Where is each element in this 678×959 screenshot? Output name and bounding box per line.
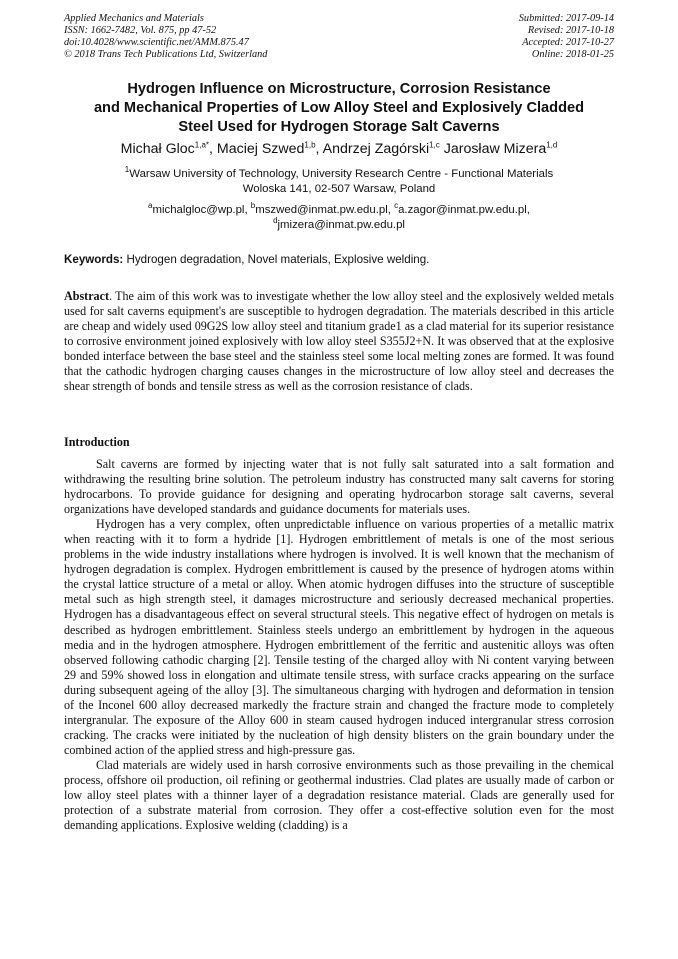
abstract-text: . The aim of this work was to investigate whether the low alloy steel and the explosively welded metals used for salt caverns equipment's are susceptible to hydrogen degradation. The materials described in this article are cheap and widely used 09G2S low alloy steel and titanium grade1 as a clad material for its superior resistance to corrosive environment joined explosively with low alloy steel S355J2+N. It was observed that at the explosive bonded interface between the base steel and the stainless steel some local melting zones are formed. It was found that the cathodic hydrogen charging causes changes in the microstructure of low alloy steel and decreases the shear strength of bonds and tensile stress as well as the corrosion resistance of clads.	[64, 289, 614, 394]
journal-name: Applied Mechanics and Materials	[64, 13, 204, 24]
abstract-label: Abstract	[64, 289, 110, 303]
date-accepted: Accepted: 2017-10-27	[522, 37, 614, 48]
author-affiliation-mark: 1,b	[304, 140, 316, 150]
journal-issn: ISSN: 1662-7482, Vol. 875, pp 47-52	[64, 25, 217, 36]
author-name: Jarosław Mizera	[443, 141, 547, 157]
email-mark: b	[250, 201, 256, 211]
paper-title	[40, 80, 638, 137]
keywords-text: Hydrogen degradation, Novel materials, Explosive welding.	[123, 253, 430, 266]
email-link[interactable]: a.zagor@inmat.pw.edu.pl,	[398, 204, 530, 216]
author-name: Maciej Szwed	[216, 141, 305, 157]
date-revised: Revised: 2017-10-18	[527, 25, 614, 36]
keywords	[64, 253, 624, 267]
author-affiliation-mark: 1,c	[429, 140, 440, 150]
section-heading-introduction: Introduction	[64, 435, 130, 449]
journal-doi[interactable]: doi:10.4028/www.scientific.net/AMM.875.47	[64, 37, 249, 48]
paragraph: Hydrogen has a very complex, often unpredictable influence on various properties of a metallic matrix when reacting with it to form a hydride [1]. Hydrogen embrittlement of metals is one of the most serious problems in the wide industry installations where hydrogen is involved. It is well known that the mechanism of hydrogen degradation is complex. Hydrogen embrittlement is caused by the presence of hydrogen atoms within the crystal lattice structure of a metal or alloy. When atomic hydrogen diffuses into the structure of susceptible metal such as high strength steel, it damages microstructure and seriously decreased mechanical properties. Hydrogen has a disadvantageous effect on several structural steels. This negative effect of hydrogen on metals is described as hydrogen embrittlement. Stainless steels undergo an embrittlement by hydrogen in the aqueous media and in the hydrogen atmosphere. Hydrogen embrittlement of the ferritic and austenitic alloys was often observed following cathodic charging [2]. Tensile testing of the charged alloy with Ni content varying between 29 and 59% showed loss in elongation and ultimate tensile stress, with surface cracks appearing on the surface during subsequent ageing of the alloy [3]. The simultaneous charging with hydrogen and deformation in tension of the Inconel 600 alloy decreased markedly the fracture strain and changed the fracture mode to completely intergranular. The exposure of the Alloy 600 in steam caused hydrogen induced intergranular stress corrosion cracking. The cracks were initiated by the nucleation of high density blisters on the grain boundary under the combined action of the applied stress and high-pressure gas.	[64, 517, 614, 757]
submission-dates	[519, 13, 614, 61]
journal-info	[64, 13, 267, 61]
keywords-label: Keywords:	[64, 253, 124, 266]
email-link[interactable]: jmizera@inmat.pw.edu.pl	[277, 218, 405, 231]
author-name: Andrzej Zagórski	[322, 141, 430, 157]
author-list: Michał Gloc$^{1,a*}$, Maciej Szwed$^{1,b}$, Andrzej Zagórski$^{1,c}$ Jarosław Mizera$^{1,d}$	[120, 140, 558, 157]
affiliation-mark: 1	[124, 165, 130, 175]
introduction-body	[64, 457, 614, 833]
title-line: Hydrogen Influence on Microstructure, Corrosion Resistance	[127, 81, 551, 97]
journal-copyright: © 2018 Trans Tech Publications Ltd, Switzerland	[64, 49, 268, 60]
email-mark: c	[394, 201, 399, 211]
paragraph: Salt caverns are formed by injecting water that is not fully salt saturated into a salt formation and withdrawing the resulting brine solution. The petroleum industry has constructed many salt caverns for storing hydrocarbons. To provide guidance for designing and operating hydrocarbon storage salt caverns, several organizations have developed standards and guidance documents for materials uses.	[64, 457, 614, 517]
author-name: Michał Gloc	[120, 141, 195, 157]
email-link[interactable]: mszwed@inmat.pw.edu.pl,	[255, 204, 391, 216]
date-online: Online: 2018-01-25	[531, 49, 614, 60]
paragraph: Clad materials are widely used in harsh corrosive environments such as those prevailing in the chemical process, offshore oil production, oil refining or geothermal industries. Clad plates are usually made of carbon or low alloy steel plates with a thinner layer of a degradation resistance material. Clads are generally used for protection of a substrate material from corrosion. They offer a cost-effective solution even for the most demanding applications. Explosive welding (cladding) is a	[64, 757, 614, 833]
affiliation	[60, 167, 618, 196]
title-line: and Mechanical Properties of Low Alloy Steel and Explosively Cladded	[93, 100, 585, 116]
author-emails	[60, 203, 618, 232]
title-line: Steel Used for Hydrogen Storage Salt Caverns	[178, 119, 500, 135]
date-submitted: Submitted: 2017-09-14	[518, 13, 614, 24]
affiliation-institution: Warsaw University of Technology, University Research Centre - Functional Materials	[129, 168, 554, 180]
abstract	[64, 289, 614, 394]
email-mark: a	[148, 201, 153, 211]
email-link[interactable]: michalgloc@wp.pl,	[152, 204, 248, 216]
affiliation-address: Woloska 141, 02-507 Warsaw, Poland	[242, 182, 436, 195]
author-affiliation-mark: 1,a*	[194, 140, 209, 150]
email-mark: d	[273, 215, 278, 225]
author-affiliation-mark: 1,d	[546, 140, 558, 150]
